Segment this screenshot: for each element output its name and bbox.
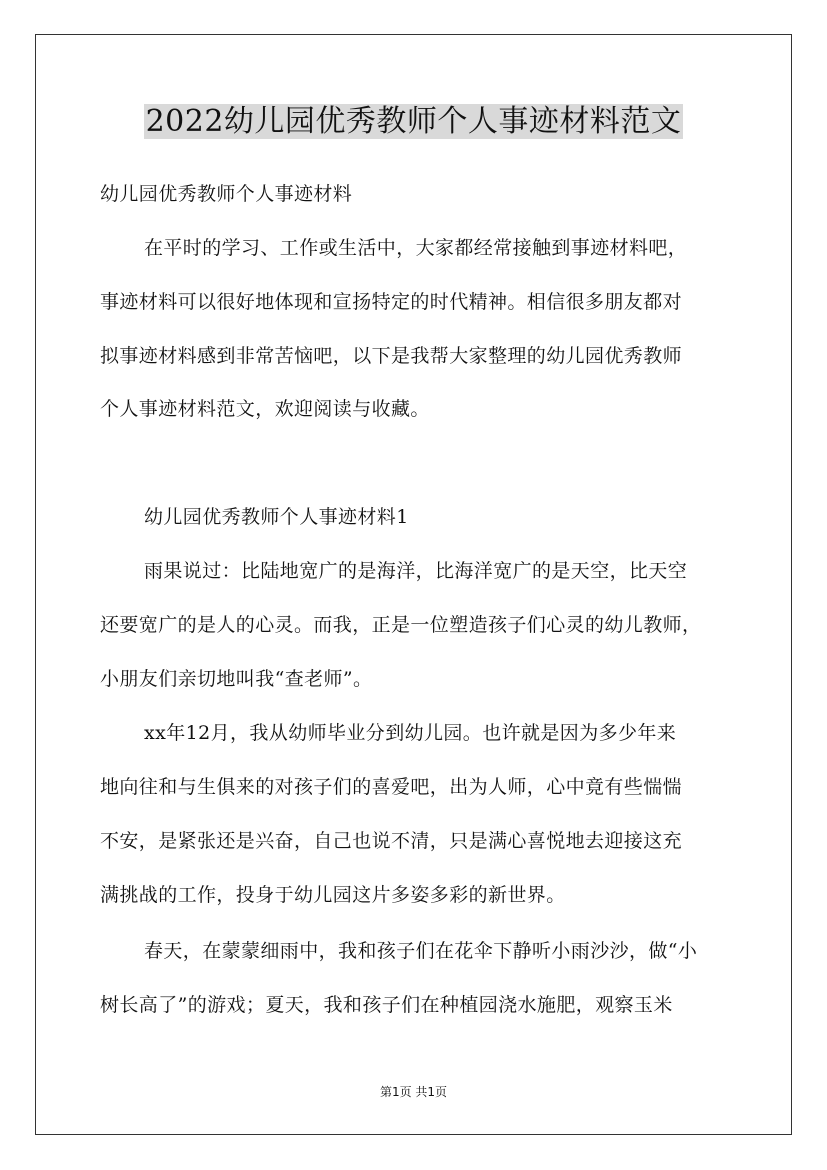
document-title: [0, 100, 827, 144]
paragraph-line: 个人事迹材料范文，欢迎阅读与收藏。: [100, 398, 430, 420]
paragraph-line: 树长高了”的游戏；夏天，我和孩子们在种植园浇水施肥，观察玉米: [100, 994, 673, 1016]
paragraph-line: 在平时的学习、工作或生活中，大家都经常接触到事迹材料吧，: [144, 237, 688, 259]
paragraph-line: 雨果说过：比陆地宽广的是海洋，比海洋宽广的是天空，比天空: [144, 560, 688, 582]
section-heading: 幼儿园优秀教师个人事迹材料1: [144, 506, 409, 528]
subtitle: 幼儿园优秀教师个人事迹材料: [100, 183, 353, 205]
page-number: 第1页 共1页: [379, 1085, 448, 1099]
paragraph-line: 不安，是紧张还是兴奋，自己也说不清，只是满心喜悦地去迎接这充: [100, 830, 683, 852]
paragraph-line: 地向往和与生俱来的对孩子们的喜爱吧，出为人师，心中竟有些惴惴: [100, 776, 683, 798]
paragraph-line: 还要宽广的是人的心灵。而我，正是一位塑造孩子们心灵的幼儿教师，: [100, 614, 702, 636]
document-title-text: 2022幼儿园优秀教师个人事迹材料范文: [145, 104, 682, 139]
paragraph-line: 满挑战的工作，投身于幼儿园这片多姿多彩的新世界。: [100, 884, 566, 906]
paragraph-line: 拟事迹材料感到非常苦恼吧，以下是我帮大家整理的幼儿园优秀教师: [100, 345, 683, 367]
paragraph-line: 事迹材料可以很好地体现和宣扬特定的时代精神。相信很多朋友都对: [100, 291, 683, 313]
paragraph-line: 小朋友们亲切地叫我“查老师”。: [100, 668, 373, 690]
paragraph-line: xx年12月，我从幼师毕业分到幼儿园。也许就是因为多少年来: [144, 722, 677, 744]
paragraph-line: 春天，在蒙蒙细雨中，我和孩子们在花伞下静听小雨沙沙，做“小: [144, 940, 698, 962]
